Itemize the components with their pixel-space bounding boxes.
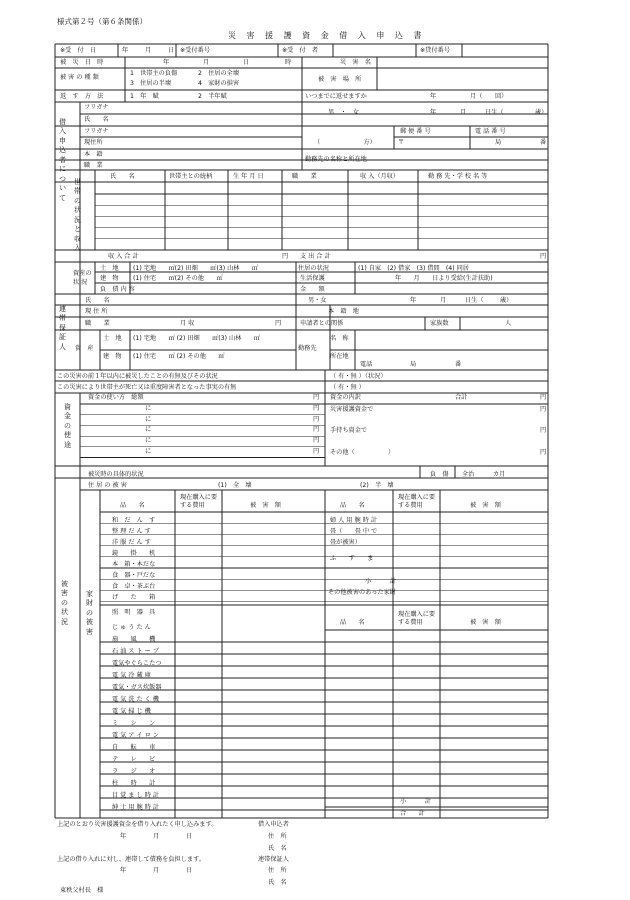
guarantor-birth-year: 年 (410, 297, 417, 304)
postal-code-label: 郵 便 番 号 (400, 128, 431, 135)
funds-source-own-yen: 円 (540, 427, 547, 434)
kazai-item-23: 柱 時 計 (112, 780, 156, 787)
damage-place-label: 被 害 場 所 (318, 76, 362, 83)
footer-date1-day: 日 (186, 833, 193, 840)
history-question-2: この災害により世帯主が死亡又は重度障害者となった事実の有無 (57, 384, 237, 391)
funds-use-row-5-ni: に (145, 447, 152, 455)
assets-label: 資産の状 況 (73, 270, 92, 286)
footer-applicant-label: 借入申込者 (258, 821, 289, 828)
funds-use-row-2-yen: 円 (313, 415, 320, 423)
funds-breakdown-total-label: 合計 (455, 394, 468, 401)
guarantor-name-label: 氏 名 (85, 297, 110, 304)
guarantor-birth-day: 日生（ (465, 297, 484, 304)
housing-status-options: (1) 自家 (2) 借家 (3) 借間 (4) 同居 (358, 265, 469, 272)
kazai-item-15: 電気・ガス炊飯器 (112, 684, 162, 691)
kazai-item-12: 石 油 ス ト ー ブ (112, 648, 159, 655)
kazai-item-17: 電 気 掃 じ 機 (112, 708, 151, 715)
funds-use-total-label: 資金の使い方 総額 (88, 394, 144, 401)
kazai-item-25: 紳 士 用 腕 時 計 (112, 804, 159, 811)
disaster-name-label: 災 害 名 (340, 59, 371, 66)
household-col-job: 職 業 (292, 173, 317, 180)
guarantor-family-label: 家族数 (430, 320, 449, 327)
borrower-birth-day: 日生（ (485, 109, 504, 116)
receipt-day: 日 (168, 47, 175, 54)
guarantor-age: 歳） (500, 297, 513, 304)
guarantor-honseki-label: 本 籍 地 (328, 308, 359, 315)
kazai-item-right-3: 畳が被害） (330, 539, 361, 546)
history-answer-1: （ 有・無 ）（状況） (330, 373, 387, 380)
income-total-yen: 円 (282, 253, 289, 260)
kazai-grand-total-label: 合 計 (400, 810, 425, 817)
loan-number-label: ※貸付番号 (420, 47, 450, 54)
guarantor-gender: 男・女 (308, 297, 327, 304)
guarantor-work-address-label: 所在地 (330, 353, 349, 360)
funds-use-row-3-yen: 円 (313, 426, 320, 434)
kazai-item-5: 本 箱・本だな (112, 561, 156, 568)
guarantor-land-items: (1) 宅地 ㎡ (2) 田畑 ㎡(3) 山林 ㎡ (133, 335, 260, 342)
kazai-item-20: 自 転 車 (112, 744, 156, 751)
repay-method-label: 返 す 方 法 (60, 93, 104, 100)
housing-status-label: 住居の状況 (298, 265, 329, 272)
assets-land-label: 土 地 (100, 265, 119, 272)
footer-date2-year: 年 (120, 867, 127, 874)
assets-building-items: (1) 住宅 ㎡(2) その他 ㎡ (133, 275, 223, 282)
funds-source-other: その他（ (330, 449, 355, 456)
house-damage-total: (1) 全 壊 (218, 482, 252, 489)
receipt-year: 年 (122, 47, 129, 54)
assets-land-items: (1) 宅地 ㎡(2) 田畑 ㎡(3) 山林 ㎡ (133, 265, 259, 272)
postal-mark: 〒 (398, 139, 405, 146)
damage-description-label: 被災時の具体的状況 (88, 471, 144, 478)
kazai-col-loss: 被 害 額 (250, 502, 281, 509)
receipt-date-label: ※受 付 日 (60, 47, 97, 54)
repay-annual: 1 年 賦 (130, 93, 159, 100)
kazai-col-loss-right-2: 被 害 額 (470, 619, 501, 626)
kazai-col-loss-right: 被 害 額 (470, 502, 501, 509)
footer-applicant-name: 氏 名 (268, 845, 287, 852)
guarantor-income-label: 月 収 (180, 320, 195, 327)
history-answer-2: （ 有・無 ） (330, 384, 365, 391)
guarantor-work-name-label: 名 称 (330, 335, 349, 342)
funds-source-other-close: ） (388, 449, 395, 456)
kazai-col-cost-right-2: 現在購入に要する費用 (398, 611, 436, 627)
borrower-job-label: 職 業 (84, 162, 103, 169)
footer-date2-month: 月 (153, 867, 160, 874)
income-total-label: 収 入 合 計 (108, 253, 139, 260)
footer-date1-year: 年 (120, 833, 127, 840)
damage-type-4: 4 家財の損害 (198, 80, 240, 87)
guarantor-job-label: 職 業 (85, 320, 110, 327)
kazai-col-item-right: 品 名 (340, 502, 365, 509)
phone-number-label: 電 話 番 号 (475, 128, 506, 135)
expense-total-yen: 円 (540, 253, 547, 260)
kazai-item-13: 電気やぐらこたつ (112, 660, 162, 667)
funds-use-row-4-ni: に (145, 437, 152, 445)
funds-use-total-yen: 円 (313, 394, 320, 401)
guarantor-relation-label: 申請者との関係 (300, 320, 344, 327)
kazai-item-10: じ ゅ う た ん (112, 624, 151, 631)
borrower-address-label: 現住所 (84, 139, 103, 146)
guarantor-address-label: 現 住 所 (85, 308, 108, 315)
funds-use-row-1-ni: に (145, 405, 152, 412)
kazai-item-19: 電 気 ア イ ロ ン (112, 732, 159, 739)
kazai-col-item: 品 名 (120, 502, 145, 509)
kazai-item-16: 電 気 洗 た く 機 (112, 696, 159, 703)
borrower-birth-month: 月 (460, 109, 467, 116)
history-question-1: この災害の前１年以内に被災したことの有無及びその状況 (57, 373, 218, 380)
receiver-label: ※受 付 者 (282, 47, 319, 54)
funds-use-row-1-yen: 円 (313, 405, 320, 412)
kazai-item-22: ラ ジ オ (112, 768, 156, 775)
footer-guarantor-statement: 上記の借り入れに対し、連帯して債務を負担します。 (57, 856, 206, 863)
disaster-year: 年 (163, 59, 170, 66)
guarantor-tel-number: 番 (455, 361, 462, 368)
assets-debt-label: 負 債 内 容 (100, 286, 135, 293)
receipt-month: 月 (145, 47, 152, 54)
household-col-name: 氏 名 (110, 173, 135, 180)
kazai-item-8: げ た 箱 (112, 594, 156, 601)
footer-date2-day: 日 (186, 867, 193, 874)
guarantor-tel-label: 電話 (360, 361, 373, 368)
funds-use-row-5-yen: 円 (313, 447, 320, 455)
damage-side-label: 被害の状況 (61, 580, 68, 626)
kazai-item-18: ミ シ ン (112, 720, 156, 727)
kazai-col-cost-right: 現在購入に要する費用 (398, 494, 436, 510)
kazai-item-24: 目 覚 ま し 時 計 (112, 792, 159, 799)
assets-building-label: 建 物 (100, 275, 119, 282)
guarantor-side-label: 連帯保証人 (59, 305, 66, 351)
welfare-amount-label: 金 額 (300, 286, 325, 293)
funds-use-row-3-ni: に (145, 426, 152, 434)
receipt-number-label: ※受付番号 (180, 47, 210, 54)
damage-type-3: 3 住居の半壊 (130, 80, 172, 87)
kazai-item-11: 扇 風 機 (112, 636, 156, 643)
kazai-side-label: 家財の被害 (86, 590, 93, 636)
funds-source-relief: 災害援護資金で (330, 406, 374, 413)
phone-exchange: 局 (495, 139, 502, 146)
footer-guarantor-name: 氏 名 (268, 879, 287, 886)
borrower-birth-year: 年 (430, 109, 437, 116)
expense-total-label: 支 出 合 計 (300, 253, 331, 260)
kazai-other-label: その他被害のあった家財 (328, 589, 396, 596)
welfare-label: 生活保護 (300, 275, 325, 282)
household-col-workplace: 勤 務 先・学 校 名 等 (428, 173, 488, 180)
disaster-hour: 時 (285, 59, 292, 66)
kazai-subtotal-label: 小 計 (365, 578, 396, 585)
form-title: 災 害 援 護 資 金 借 入 申 込 書 (228, 31, 426, 40)
guarantor-tel-exchange: 局 (410, 361, 417, 368)
damage-type-2: 2 住居の全壊 (198, 70, 240, 77)
household-side-label: 世帯の状況と収入 (74, 178, 81, 253)
repay-semiannual: 2 半年賦 (198, 93, 227, 100)
footer-guarantor-label: 連帯保証人 (258, 856, 289, 863)
kazai-item-4: 鏡 掛 机 (112, 550, 156, 557)
guarantor-land-label: 土 地 (103, 335, 122, 342)
damage-type-1: 1 世帯主の負傷 (130, 70, 178, 77)
funds-use-row-2-ni: に (145, 415, 152, 423)
guarantor-assets-label: 資 産 (75, 345, 94, 352)
form-number: 様式第２号（第６条関係） (57, 17, 147, 26)
footer-guarantor-address: 住 所 (268, 867, 287, 874)
repay-count: 回） (495, 93, 508, 100)
disaster-date-label: 被 災 日 時 (60, 59, 104, 66)
footer-mayor-addressee: 東秩父村長 様 (60, 887, 104, 894)
kazai-item-right-1: 婦 人 用 腕 時 計 (330, 517, 377, 524)
kazai-item-3: 洋 服 だ ん す (112, 539, 151, 546)
kazai-col-item-right-2: 品 名 (340, 619, 365, 626)
borrower-age: 歳） (535, 109, 548, 116)
funds-side-label: 資金の使途 (64, 403, 71, 449)
household-col-relation: 世帯主との続柄 (169, 173, 213, 180)
furigana2-label: フリガナ (84, 128, 109, 135)
guarantor-family-unit: 人 (505, 320, 512, 327)
repay-year: 年 (430, 93, 437, 100)
phone-number: 番 (540, 139, 547, 146)
guarantor-work-label: 勤務先 (298, 345, 317, 352)
funds-use-row-4-yen: 円 (313, 437, 320, 445)
kazai-item-1: 和 だ ん す (112, 517, 156, 524)
funds-breakdown-total-yen: 円 (540, 394, 547, 401)
repay-month: 月（ (470, 93, 483, 100)
kazai-col-cost: 現在購入に要する費用 (180, 494, 218, 510)
furigana-label: フリガナ (84, 104, 109, 111)
borrower-name-label: 氏 名 (84, 116, 109, 123)
footer-applicant-address: 住 所 (268, 833, 287, 840)
guarantor-income-yen: 円 (275, 320, 282, 327)
kazai-item-6: 食 器・戸だな (112, 572, 156, 579)
kazai-item-2: 整 理 だ ん す (112, 528, 151, 535)
borrower-side-label: 借入申込者について (59, 118, 66, 202)
kazai-item-right-4: ふ す ま (330, 555, 374, 562)
kazai-subtotal-bottom-label: 小 計 (400, 798, 431, 805)
borrower-work-label: 勤務先の名称と所在地 (305, 156, 367, 163)
guarantor-birth-month: 月 (440, 297, 447, 304)
kazai-item-9: 照 明 器 具 (112, 609, 156, 616)
footer-applicant-statement: 上記のとおり災害援護資金を借り入れたく申し込みます。 (57, 821, 218, 828)
welfare-values: 年 月 日より受給(生計扶助) (395, 275, 493, 282)
guarantor-building-items: (1) 住宅 ㎡ (2) その他 ㎡ (133, 353, 225, 360)
funds-source-other-yen: 円 (540, 449, 547, 456)
footer-date1-month: 月 (153, 833, 160, 840)
disaster-month: 月 (203, 59, 210, 66)
kazai-item-21: テ レ ビ (112, 756, 156, 763)
disaster-day: 日 (243, 59, 250, 66)
borrower-gender: 男 ・ 女 (328, 109, 359, 116)
kazai-item-14: 電 気 冷 蔵 庫 (112, 672, 151, 679)
injury-label: 負 傷 (430, 471, 449, 478)
funds-source-own: 手持ち資金で (330, 427, 368, 434)
household-col-income: 収 入（月収） (360, 173, 400, 180)
damage-type-label: 被 害 の 種 類 (60, 74, 99, 81)
funds-source-relief-yen: 円 (540, 406, 547, 413)
repay-until-label: いつまでに返せますか (305, 93, 367, 100)
guarantor-building-label: 建 物 (103, 353, 122, 360)
household-col-birth: 生 年 月 日 (233, 173, 264, 180)
kazai-item-7: 食 卓・茶ぶ台 (112, 583, 156, 590)
house-damage-label: 住 居 の 被 害 (88, 482, 127, 489)
injury-values: 全治 カ月 (462, 471, 506, 478)
kazai-item-right-2: 畳（ 畳 中 で (330, 528, 378, 535)
house-damage-half: (2) 半 壊 (360, 482, 394, 489)
funds-breakdown-label: 資金の内訳 (330, 394, 361, 401)
borrower-honseki-label: 本 籍 (84, 151, 103, 158)
borrower-address-care-of: （ 方） (314, 139, 376, 146)
